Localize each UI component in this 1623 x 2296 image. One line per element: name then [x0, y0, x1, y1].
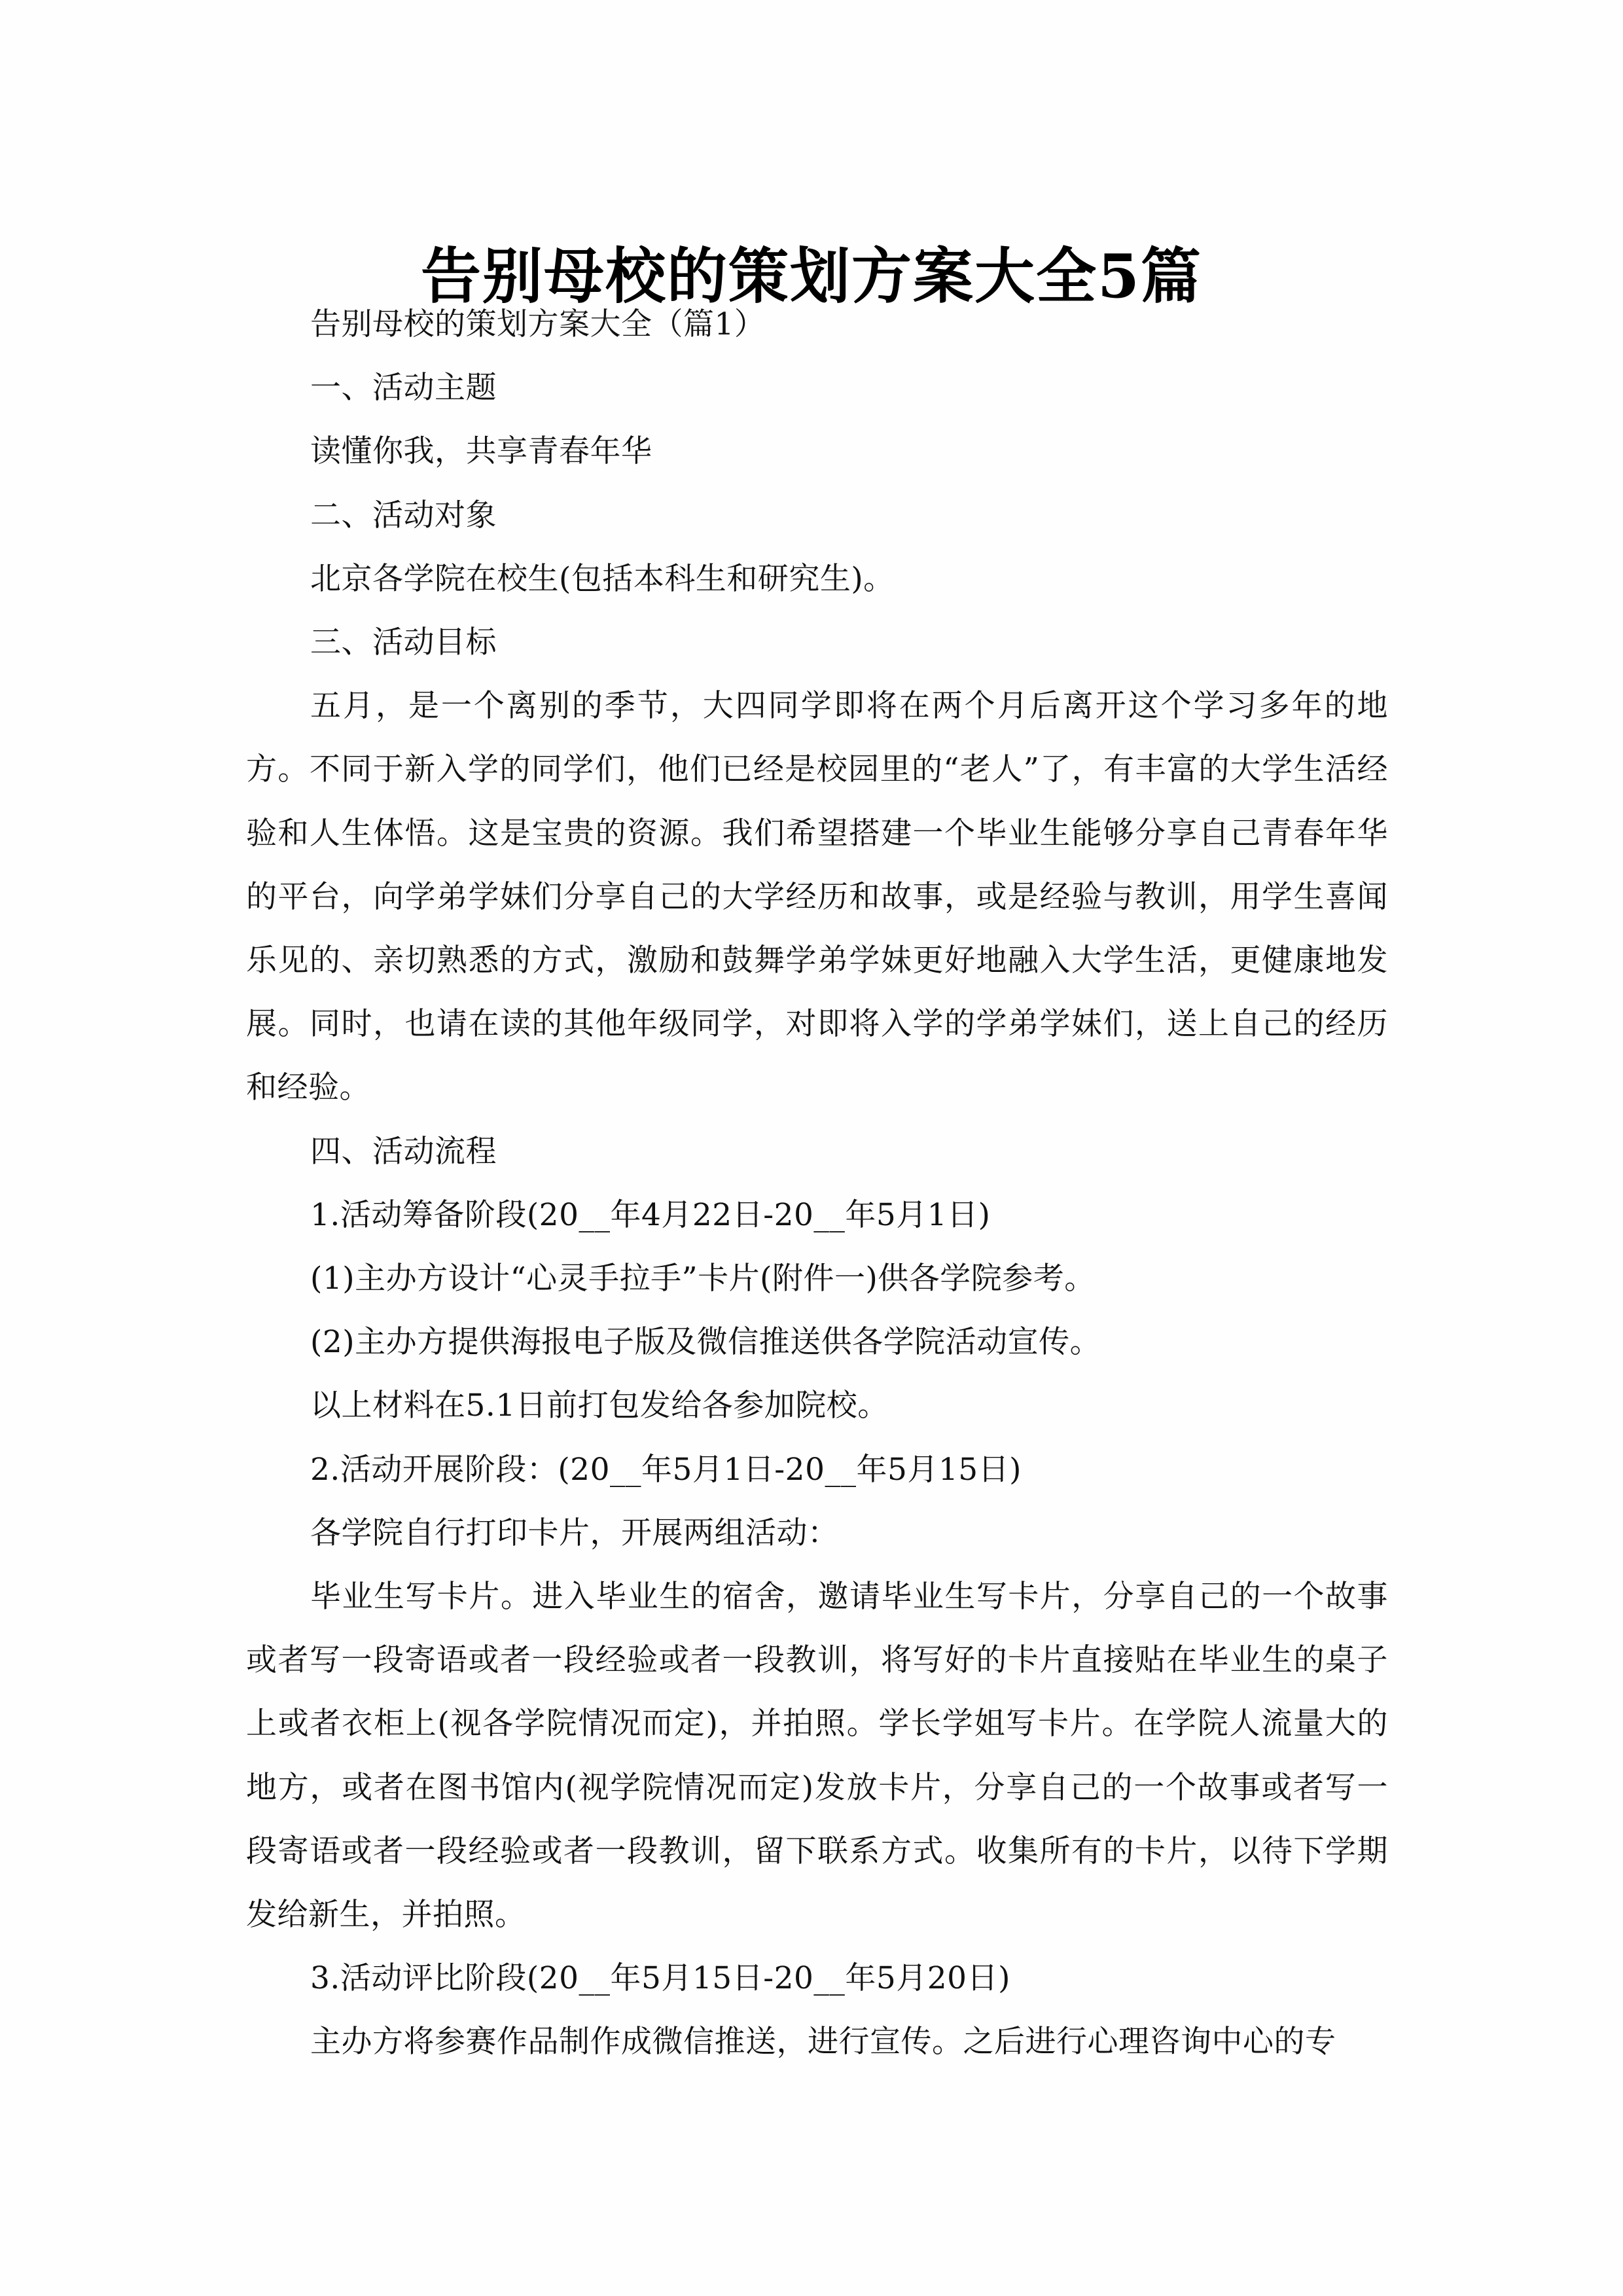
- heading-activity-goal: 三、活动目标: [310, 624, 497, 661]
- paragraph-stage-3-detail: 主办方将参赛作品制作成微信推送，进行宣传。之后进行心理咨询中心的专: [310, 2024, 1336, 2060]
- paragraph-stage-1-item-2: (2)主办方提供海报电子版及微信推送供各学院活动宣传。: [310, 1324, 1101, 1361]
- heading-activity-process: 四、活动流程: [310, 1133, 497, 1170]
- paragraph-stage-2: 2.活动开展阶段：(20__年5月1日-20__年5月15日): [310, 1451, 1022, 1488]
- paragraph-audience: 北京各学院在校生(包括本科生和研究生)。: [310, 560, 895, 597]
- heading-activity-theme: 一、活动主题: [310, 370, 497, 406]
- paragraph-theme: 读懂你我，共享青春年华: [310, 433, 652, 470]
- document-body: [246, 293, 1388, 2074]
- paragraph-stage-2-detail: 毕业生写卡片。进入毕业生的宿舍，邀请毕业生写卡片，分享自己的一个故事或者写一段寄语或者一段经验或者一段教训，将写好的卡片直接贴在毕业生的桌子上或者衣柜上(视各学院情况而定)，并拍照。学长学姐写卡片。在学院人流量大的地方，或者在图书馆内(视学院情况而定)发放卡片，分享自己的一个故事或者写一段寄语或者一段经验或者一段教训，留下联系方式。收集所有的卡片，以待下学期发给新生，并拍照。: [246, 1579, 1388, 1933]
- section-subtitle: 告别母校的策划方案大全（篇1）: [310, 306, 766, 342]
- paragraph-stage-2-intro: 各学院自行打印卡片，开展两组活动：: [310, 1515, 839, 1551]
- document-title: 告别母校的策划方案大全5篇: [420, 240, 1202, 312]
- paragraph-stage-1: 1.活动筹备阶段(20__年4月22日-20__年5月1日): [310, 1196, 991, 1233]
- paragraph-stage-1-item-1: (1)主办方设计“心灵手拉手”卡片(附件一)供各学院参考。: [310, 1261, 1096, 1297]
- heading-activity-audience: 二、活动对象: [310, 497, 497, 533]
- paragraph-stage-3: 3.活动评比阶段(20__年5月15日-20__年5月20日): [310, 1960, 1010, 1997]
- paragraph-goal: 五月，是一个离别的季节，大四同学即将在两个月后离开这个学习多年的地方。不同于新入学的同学们，他们已经是校园里的“老人”了，有丰富的大学生活经验和人生体悟。这是宝贵的资源。我们希望搭建一个毕业生能够分享自己青春年华的平台，向学弟学妹们分享自己的大学经历和故事，或是经验与教训，用学生喜闻乐见的、亲切熟悉的方式，激励和鼓舞学弟学妹更好地融入大学生活，更健康地发展。同时，也请在读的其他年级同学，对即将入学的学弟学妹们，送上自己的经历和经验。: [246, 688, 1388, 1106]
- paragraph-stage-1-note: 以上材料在5.1日前打包发给各参加院校。: [310, 1388, 889, 1424]
